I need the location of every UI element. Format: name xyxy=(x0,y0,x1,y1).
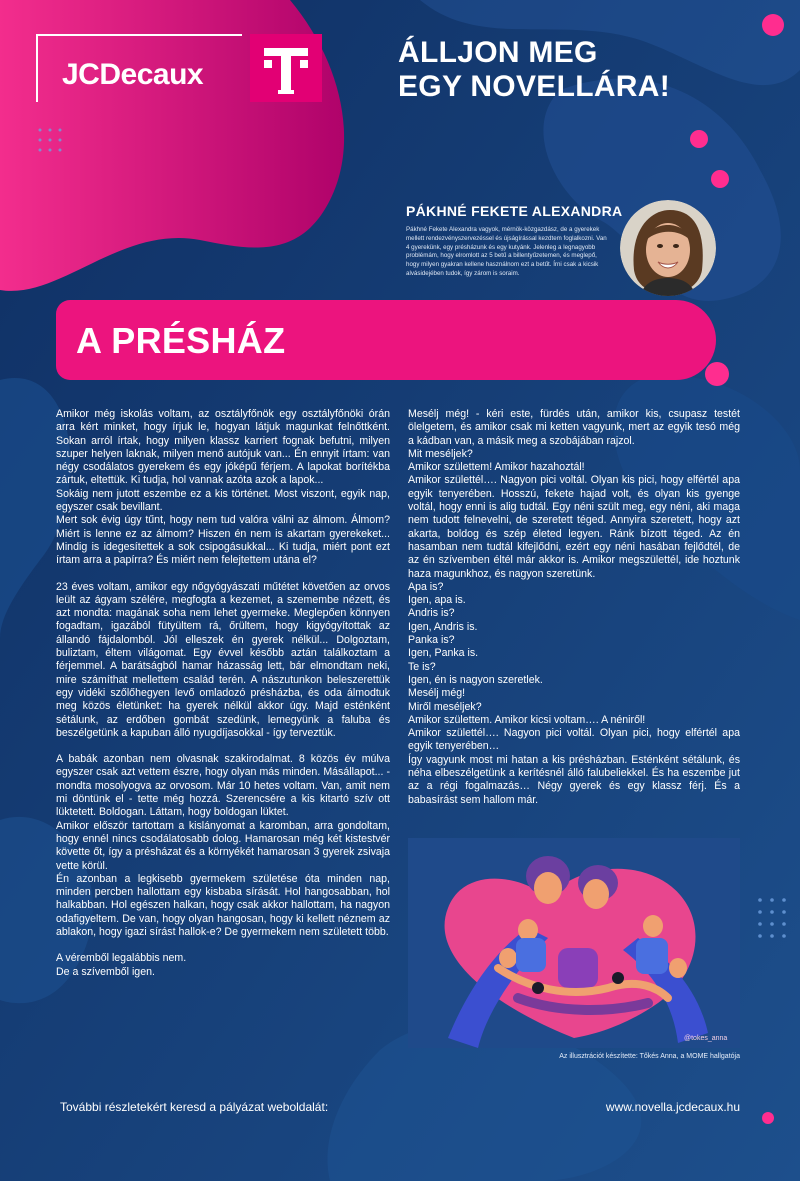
text-line: De a szívemből igen. xyxy=(56,965,155,978)
text-line: Igen, Andris is. xyxy=(408,620,478,633)
author-name: PÁKHNÉ FEKETE ALEXANDRA xyxy=(406,203,623,219)
text-line: Igen, apa is. xyxy=(408,594,466,607)
text-line: Igen, Panka is. xyxy=(408,647,479,660)
family-heart-illustration xyxy=(408,838,740,1048)
text-line: Mert sok évig úgy tűnt, hogy nem tud valóra válni az álmom. Álmom? Miért is lenne ez az álmom? Hiszen én nem is akartam gyerekeket... Mindig is idegesítettek a sok csipogásukkal... Ki tudja, miért pont ezt írtam arra a papírra? És miért nem felejtettem utána el? xyxy=(56,514,390,567)
text-line: Mesélj még! xyxy=(408,687,466,700)
text-line: Amikor születtél…. Nagyon pici voltál. Olyan kis pici, hogy elfértél apa egyik tenyerében. Hosszú, fekete hajad volt, és olyan kis gyenge voltál, hogy enni is alig tudtál. Egy néni szült meg, egy néni, aki maga nem tudott felnevelni, de szeretett téged. Annyira szeretett, hogy azt akarta, boldog és szép életed legyen. Ránk bízott téged. Az én hasamban nem tudtál kifejlődni, ezért egy néni hasában fejlődtél, de az én szívemben éltél már akkor is. Amikor megszülettél, ide hoztunk haza magunkhoz, és nagyon szeretünk. xyxy=(408,474,740,580)
telekom-t-icon xyxy=(250,34,322,102)
text-line: Amikor születtem. Amikor kicsi voltam…. A néniről! xyxy=(408,713,646,726)
author-portrait-image xyxy=(620,200,716,296)
text-line: Andris is? xyxy=(408,607,455,620)
text-line: Így vagyunk most mi hatan a kis présházban. Esténként sétálunk, és néha elbeszélgetünk a kerítésnél álló falubeliekkel. És ha eszembe jut az a régi fogalmazás… Négy gyerek és egy klassz férj. És a babasírást sem hallom már. xyxy=(408,753,740,806)
text-line: A babák azonban nem olvasnak szakirodalmat. 8 közös év múlva egyszer csak azt vettem észre, hogy olyan más minden. Másállapot... - mondta mosolyogva az orvosom. Már 10 hetes voltam. Van, amit nem mi döntünk el - tette még hozzá. Szerencsére a kis kitartó szív ott lüktetett. Boldogan. Láttam, hogy boldogan lüktet. xyxy=(56,753,390,819)
text-line: Mesélj még! - kéri este, fürdés után, amikor kis, csupasz testét ölelgetem, és amikor csak mi ketten vagyunk, mert az egyik tesó még a kádban van, a másik meg a szobájában rajzol. xyxy=(408,408,740,447)
text-line: Miről meséljek? xyxy=(408,700,482,713)
text-line: 23 éves voltam, amikor egy nőgyógyászati műtétet követően az orvos leült az ágyam szélére, megfogta a kezemet, a szemembe nézett, és azt mondta: magának soha nem lehet gyermeke. Meglepően könnyen fogadtam, igazából fütyültem rá, őrültem, hogy kigyógyítottak az állandó fájdalomból. Jól elleszek én gyerek nélkül... Dolgoztam, buliztam, éltem világomat. Egy évvel később aztán találkoztam a férjemmel. A barátságból hamar házasság lett, bár elmondtam neki, mire számíthat mellettem család terén. A nászutunkon beleszerettük egy vidéki szőlőhegyen levő omladozó présházba, és oda álmodtuk meg közös életünket: ha gyerek nélkül akkor úgy. Majd esténként sétálunk, az erdőben gombát szedünk, lemegyünk a faluba és beszélgetünk a kapuban álló nyugdíjasokkal - így terveztük. xyxy=(56,580,390,739)
footer-website-link[interactable]: www.novella.jcdecaux.hu xyxy=(605,1100,740,1114)
text-line: Mit meséljek? xyxy=(408,447,473,460)
paragraph xyxy=(56,408,390,568)
text-line: Igen, én is nagyon szeretlek. xyxy=(408,673,543,686)
story-title: A PRÉSHÁZ xyxy=(76,320,286,361)
illustration-caption: Az illusztrációt készítette: Tőkés Anna, a MOME hallgatója xyxy=(559,1053,740,1060)
text-line: Te is? xyxy=(408,660,436,673)
campaign-title-line1: ÁLLJON MEG xyxy=(398,36,598,69)
author-portrait xyxy=(620,200,716,296)
telekom-t-logo xyxy=(250,34,322,102)
paragraph xyxy=(56,952,390,979)
text-line: Amikor születtem! Amikor hazahoztál! xyxy=(408,461,585,474)
text-line: Én azonban a legkisebb gyermekem születése óta minden nap, minden percben hallottam egy kisbaba sírását. Hol hangosabban, hol halkabban. Hol egészen halkan, hogy csak akkor hallottam, ha nagyon odafigyeltem. De van, hogy olyan hangosan, hogy ki kellett néznem az ablakon, hogy igazi sírást hallok-e? De gyermekem nem született több. xyxy=(56,872,390,938)
author-bio: Pákhné Fekete Alexandra vagyok, mérnök-közgazdász, de a gyerekek mellett rendezvényszervezéssel és újságírással kezdtem foglalkozni. Van 4 gyerekünk, egy présházunk és egy kutyánk. Jelenleg a legnagyobb problémám, hogy elromlott az 5 betű a billentyűzetemen, és meglepő, hogy milyen gyakran kellene használnom ezt a betűt. Írni csak a kicsik alvásidejében tudok, így zárom is soraim. xyxy=(406,226,607,277)
campaign-title-line2: EGY NOVELLÁRA! xyxy=(398,70,671,103)
campaign-title xyxy=(398,36,670,104)
text-line: Apa is? xyxy=(408,580,444,593)
text-line: Amikor először tartottam a kislányomat a karomban, arra gondoltam, hogy ennél nincs csodálatosabb dolog. Hamarosan még két kistestvér követte őt, így a présházat és a környékét hamarosan 3 gyerek zsivaja vette körül. xyxy=(56,819,390,872)
text-line: Panka is? xyxy=(408,634,455,647)
footer-info-text: További részletekért keresd a pályázat weboldalát: xyxy=(60,1100,329,1114)
paragraph xyxy=(56,581,390,741)
family-illustration xyxy=(408,838,740,1048)
text-line: Amikor még iskolás voltam, az osztályfőnök egy osztályfőnöki órán arra kért minket, hogy írjuk le, hogyan látjuk magunkat felnőttként. Sokan arról írtak, hogy milyen klassz karriert fognak befutni, milyen szuper helyen laknak, milyen menő autójuk van... Én ennyit írtam: van négy csodálatos gyerekem és egy jóképű férjem. A lapokat borítékba zártuk, eltettük. Ki tudja, hol vannak azóta azok a lapok... xyxy=(56,408,390,487)
text-line: A véremből legalábbis nem. xyxy=(56,952,187,965)
jcdecaux-logo: JCDecaux xyxy=(62,58,204,91)
text-line: Amikor születtél…. Nagyon pici voltál. Olyan pici, hogy elfértél apa egyik tenyerében… xyxy=(408,727,740,753)
paragraph xyxy=(56,753,390,939)
story-right-column xyxy=(408,408,740,807)
story-left-column xyxy=(56,408,390,992)
illustration-signature: @tokes_anna xyxy=(684,1035,728,1042)
text-line: Sokáig nem jutott eszembe ez a kis történet. Most viszont, egyik nap, egyszer csak bevillant. xyxy=(56,487,390,514)
